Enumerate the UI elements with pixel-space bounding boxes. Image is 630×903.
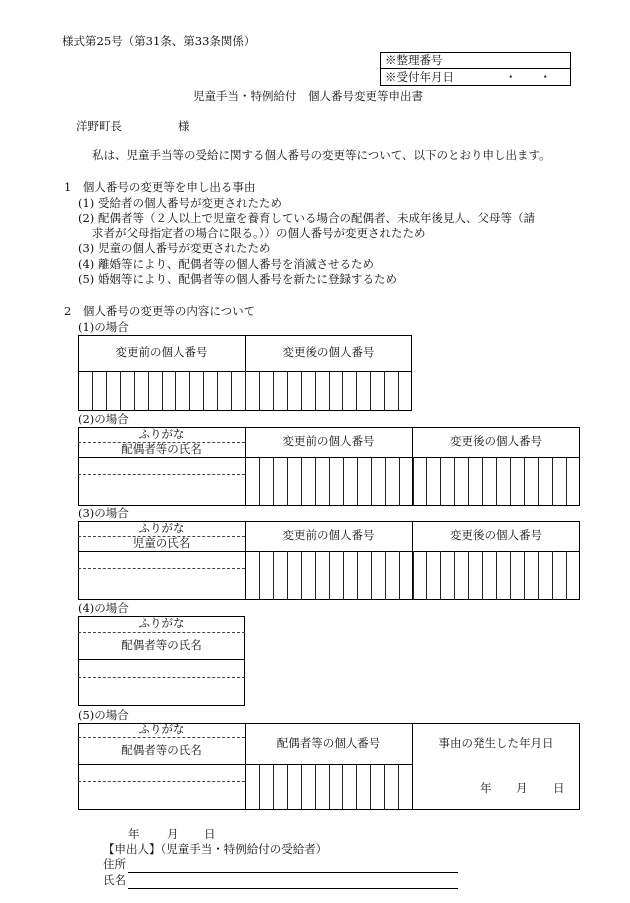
- digit-cell-divider: [287, 551, 288, 600]
- digit-cell-divider: [92, 371, 93, 411]
- digit-cell-divider: [315, 764, 316, 810]
- case5-col-date: 事由の発生した年月日: [438, 735, 554, 750]
- case3-furigana: ふりがな: [138, 520, 185, 535]
- address-field[interactable]: [128, 872, 458, 873]
- case1-label: (1)の場合: [78, 320, 129, 334]
- case5-day: 日: [553, 781, 565, 795]
- digit-cell-divider: [259, 457, 260, 506]
- digit-cell-divider: [203, 371, 204, 411]
- form-number: 様式第25号（第31条、第33条関係）: [62, 34, 256, 48]
- section1-heading: 1 個人番号の変更等を申し出る事由: [64, 180, 256, 194]
- case2-name-label: 配偶者等の氏名: [121, 441, 202, 456]
- case3-col-before: 変更前の個人番号: [282, 528, 375, 543]
- intro-text: 私は、児童手当等の受給に関する個人番号の変更等について、以下のとおり申し出ます。: [92, 148, 551, 162]
- addressee: 洋野町長: [76, 119, 122, 133]
- digit-cell-divider: [398, 371, 399, 411]
- digit-cell-divider: [189, 371, 190, 411]
- address-label: 住所: [103, 857, 126, 871]
- case4-name-label: 配偶者等の氏名: [121, 637, 202, 652]
- case1-col-before: 変更前の個人番号: [115, 345, 208, 360]
- footer-year: 年: [128, 827, 140, 841]
- digit-cell-divider: [301, 371, 302, 411]
- section2-heading: 2 個人番号の変更等の内容について: [64, 304, 256, 318]
- digit-cell-divider: [413, 457, 414, 506]
- section1-item: (1) 受給者の個人番号が変更されたため: [78, 196, 282, 210]
- digit-cell-divider: [413, 551, 414, 600]
- digit-cell-divider: [217, 371, 218, 411]
- case3-name-label: 児童の氏名: [132, 535, 191, 550]
- digit-cell-divider: [162, 371, 163, 411]
- digit-cell-divider: [370, 371, 371, 411]
- digit-cell-divider: [357, 551, 358, 600]
- case5-label: (5)の場合: [78, 708, 129, 722]
- digit-cell-divider: [399, 551, 400, 600]
- digit-cell-divider: [259, 371, 260, 411]
- digit-cell-divider: [342, 371, 343, 411]
- digit-cell-divider: [329, 764, 330, 810]
- case2-col-before: 変更前の個人番号: [282, 434, 375, 449]
- digit-cell-divider: [468, 457, 469, 506]
- digit-cell-divider: [454, 457, 455, 506]
- case4-label: (4)の場合: [78, 601, 129, 615]
- digit-cell-divider: [357, 457, 358, 506]
- digit-cell-divider: [398, 764, 399, 810]
- digit-cell-divider: [566, 457, 567, 506]
- digit-cell-divider: [440, 457, 441, 506]
- received-date-dots: ・ ・: [505, 70, 551, 84]
- digit-cell-divider: [287, 457, 288, 506]
- digit-cell-divider: [245, 371, 246, 411]
- digit-cell-divider: [482, 551, 483, 600]
- digit-cell-divider: [315, 551, 316, 600]
- digit-cell-divider: [148, 371, 149, 411]
- applicant-label: 【申出人】（児童手当・特例給付の受給者）: [103, 842, 328, 856]
- digit-cell-divider: [343, 551, 344, 600]
- digit-cell-divider: [287, 371, 288, 411]
- digit-cell-divider: [287, 764, 288, 810]
- digit-cell-divider: [259, 764, 260, 810]
- case2-label: (2)の場合: [78, 412, 129, 426]
- digit-cell-divider: [356, 764, 357, 810]
- digit-cell-divider: [329, 371, 330, 411]
- section1-item: 求者が父母指定者の場合に限る。））の個人番号が変更されたため: [92, 226, 426, 240]
- digit-cell-divider: [385, 457, 386, 506]
- digit-cell-divider: [524, 551, 525, 600]
- case4-furigana: ふりがな: [138, 616, 185, 631]
- digit-cell-divider: [538, 457, 539, 506]
- digit-cell-divider: [384, 371, 385, 411]
- digit-cell-divider: [371, 551, 372, 600]
- ref-number-label: ※整理番号: [385, 53, 443, 67]
- received-date-label: ※受付年月日: [385, 70, 454, 84]
- digit-cell-divider: [315, 371, 316, 411]
- digit-cell-divider: [426, 551, 427, 600]
- digit-cell-divider: [524, 457, 525, 506]
- digit-cell-divider: [134, 371, 135, 411]
- section1-item: (2) 配偶者等（２人以上で児童を養育している場合の配偶者、未成年後見人、父母等（請: [78, 211, 535, 225]
- digit-cell-divider: [538, 551, 539, 600]
- case5-name-label: 配偶者等の氏名: [121, 742, 202, 757]
- digit-cell-divider: [566, 551, 567, 600]
- digit-cell-divider: [385, 551, 386, 600]
- digit-cell-divider: [301, 764, 302, 810]
- digit-cell-divider: [342, 764, 343, 810]
- digit-cell-divider: [384, 764, 385, 810]
- case3-label: (3)の場合: [78, 506, 129, 520]
- section1-item: (5) 婚姻等により、配偶者等の個人番号を新たに登録するため: [78, 272, 397, 286]
- digit-cell-divider: [552, 551, 553, 600]
- digit-cell-divider: [399, 457, 400, 506]
- case5-month: 月: [516, 781, 528, 795]
- section1-item: (4) 離婚等により、配偶者等の個人番号を消滅させるため: [78, 257, 374, 271]
- digit-cell-divider: [301, 457, 302, 506]
- digit-cell-divider: [356, 371, 357, 411]
- digit-cell-divider: [231, 371, 232, 411]
- digit-cell-divider: [301, 551, 302, 600]
- digit-cell-divider: [315, 457, 316, 506]
- case2-col-after: 変更後の個人番号: [450, 434, 542, 449]
- digit-cell-divider: [440, 551, 441, 600]
- digit-cell-divider: [273, 457, 274, 506]
- case5-col-number: 配偶者等の個人番号: [276, 735, 381, 750]
- honorific: 様: [178, 119, 190, 133]
- case2-furigana: ふりがな: [138, 426, 185, 441]
- section1-item: (3) 児童の個人番号が変更されたため: [78, 241, 271, 255]
- digit-cell-divider: [343, 457, 344, 506]
- digit-cell-divider: [329, 551, 330, 600]
- digit-cell-divider: [175, 371, 176, 411]
- digit-cell-divider: [329, 457, 330, 506]
- case5-furigana: ふりがな: [138, 722, 185, 737]
- footer-month: 月: [167, 827, 179, 841]
- name-field[interactable]: [128, 888, 458, 889]
- digit-cell-divider: [371, 457, 372, 506]
- digit-cell-divider: [273, 764, 274, 810]
- digit-cell-divider: [468, 551, 469, 600]
- digit-cell-divider: [370, 764, 371, 810]
- digit-cell-divider: [496, 457, 497, 506]
- digit-cell-divider: [273, 551, 274, 600]
- digit-cell-divider: [426, 457, 427, 506]
- digit-cell-divider: [482, 457, 483, 506]
- digit-cell-divider: [510, 457, 511, 506]
- page-title: 児童手当・特例給付 個人番号変更等申出書: [193, 89, 423, 103]
- digit-cell-divider: [259, 551, 260, 600]
- case5-year: 年: [480, 781, 492, 795]
- case1-col-after: 変更後の個人番号: [282, 345, 375, 360]
- digit-cell-divider: [552, 457, 553, 506]
- digit-cell-divider: [496, 551, 497, 600]
- digit-cell-divider: [106, 371, 107, 411]
- digit-cell-divider: [454, 551, 455, 600]
- footer-day: 日: [204, 827, 216, 841]
- digit-cell-divider: [510, 551, 511, 600]
- name-label: 氏名: [103, 873, 126, 887]
- digit-cell-divider: [273, 371, 274, 411]
- case3-col-after: 変更後の個人番号: [450, 528, 542, 543]
- digit-cell-divider: [120, 371, 121, 411]
